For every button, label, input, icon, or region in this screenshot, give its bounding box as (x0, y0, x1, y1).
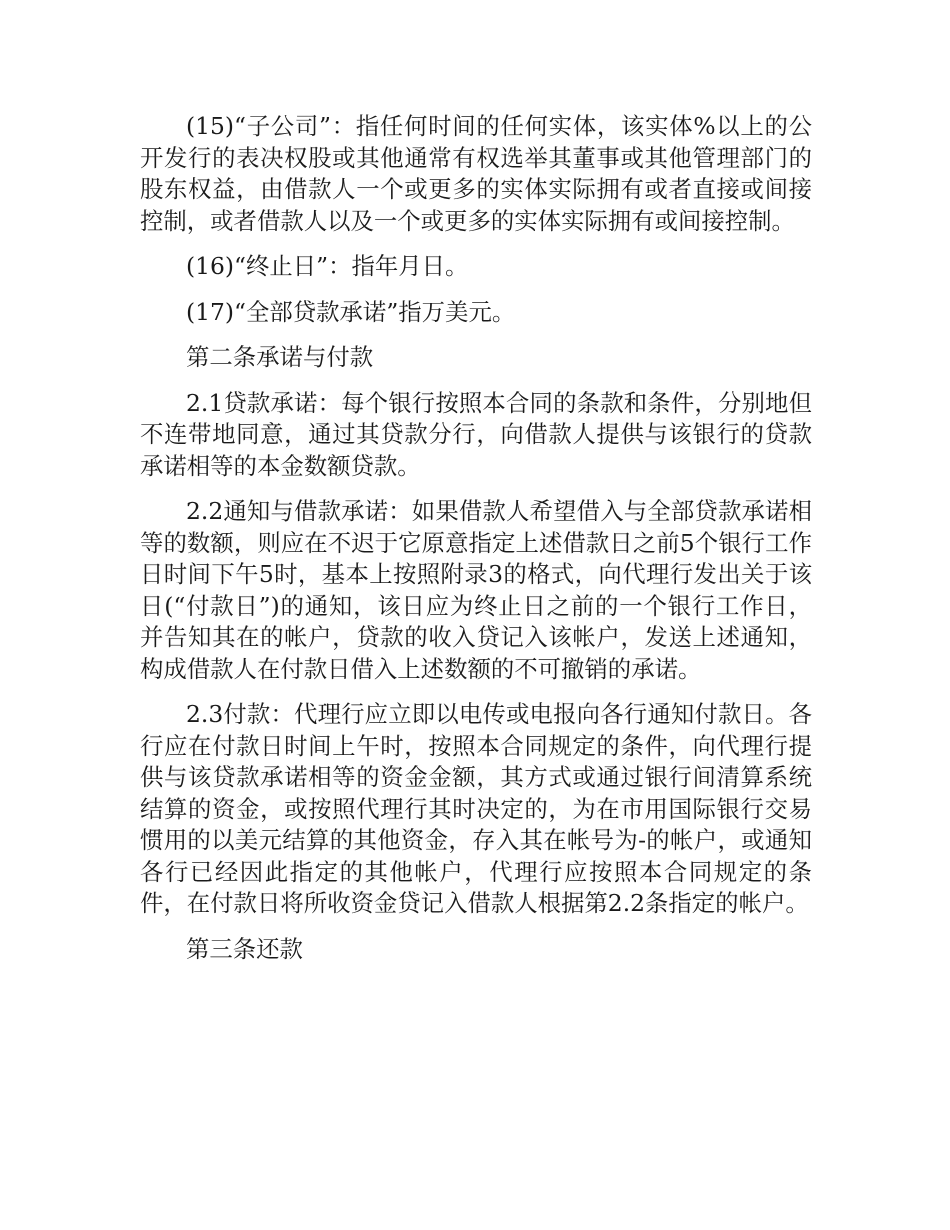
section-heading-article-3: 第三条还款 (186, 934, 303, 963)
document-page (140, 111, 812, 979)
paragraph-subsidiary-definition: (15)“子公司”：指任何时间的任何实体，该实体%以上的公开发行的表决权股或其他通常有权选举其董事或其他管理部门的股东权益，由借款人一个或更多的实体实际拥有或者直接或间接控制，或者借款人以及一个或更多的实体实际拥有或间接控制。 (140, 112, 812, 235)
paragraph-termination-date: (16)“终止日”：指年月日。 (186, 252, 469, 280)
paragraph-2-1-loan-commitment: 2.1贷款承诺：每个银行按照本合同的条款和条件，分别地但不连带地同意，通过其贷款分行，向借款人提供与该银行的贷款承诺相等的本金数额贷款。 (140, 388, 812, 480)
paragraph-2-3-payment: 2.3付款：代理行应立即以电传或电报向各行通知付款日。各行应在付款日时间上午时，按照本合同规定的条件，向代理行提供与该贷款承诺相等的资金金额，其方式或通过银行间清算系统结算的资金，或按照代理行其时决定的，为在市用国际银行交易惯用的以美元结算的其他资金，存入其在帐号为-的帐户，或通知各行已经因此指定的其他帐户，代理行应按照本合同规定的条件，在付款日将所收资金贷记入借款人根据第2.2条指定的帐户。 (140, 700, 812, 917)
paragraph-2-2-notice-borrowing: 2.2通知与借款承诺：如果借款人希望借入与全部贷款承诺相等的数额，则应在不迟于它原意指定上述借款日之前5个银行工作日时间下午5时，基本上按照附录3的格式，向代理行发出关于该日(“付款日”)的通知，该日应为终止日之前的一个银行工作日，并告知其在的帐户，贷款的收入贷记入该帐户，发送上述通知，构成借款人在付款日借入上述数额的不可撤销的承诺。 (140, 497, 812, 683)
paragraph-total-commitment: (17)“全部贷款承诺”指万美元。 (186, 297, 516, 326)
section-heading-article-2: 第二条承诺与付款 (186, 343, 374, 371)
